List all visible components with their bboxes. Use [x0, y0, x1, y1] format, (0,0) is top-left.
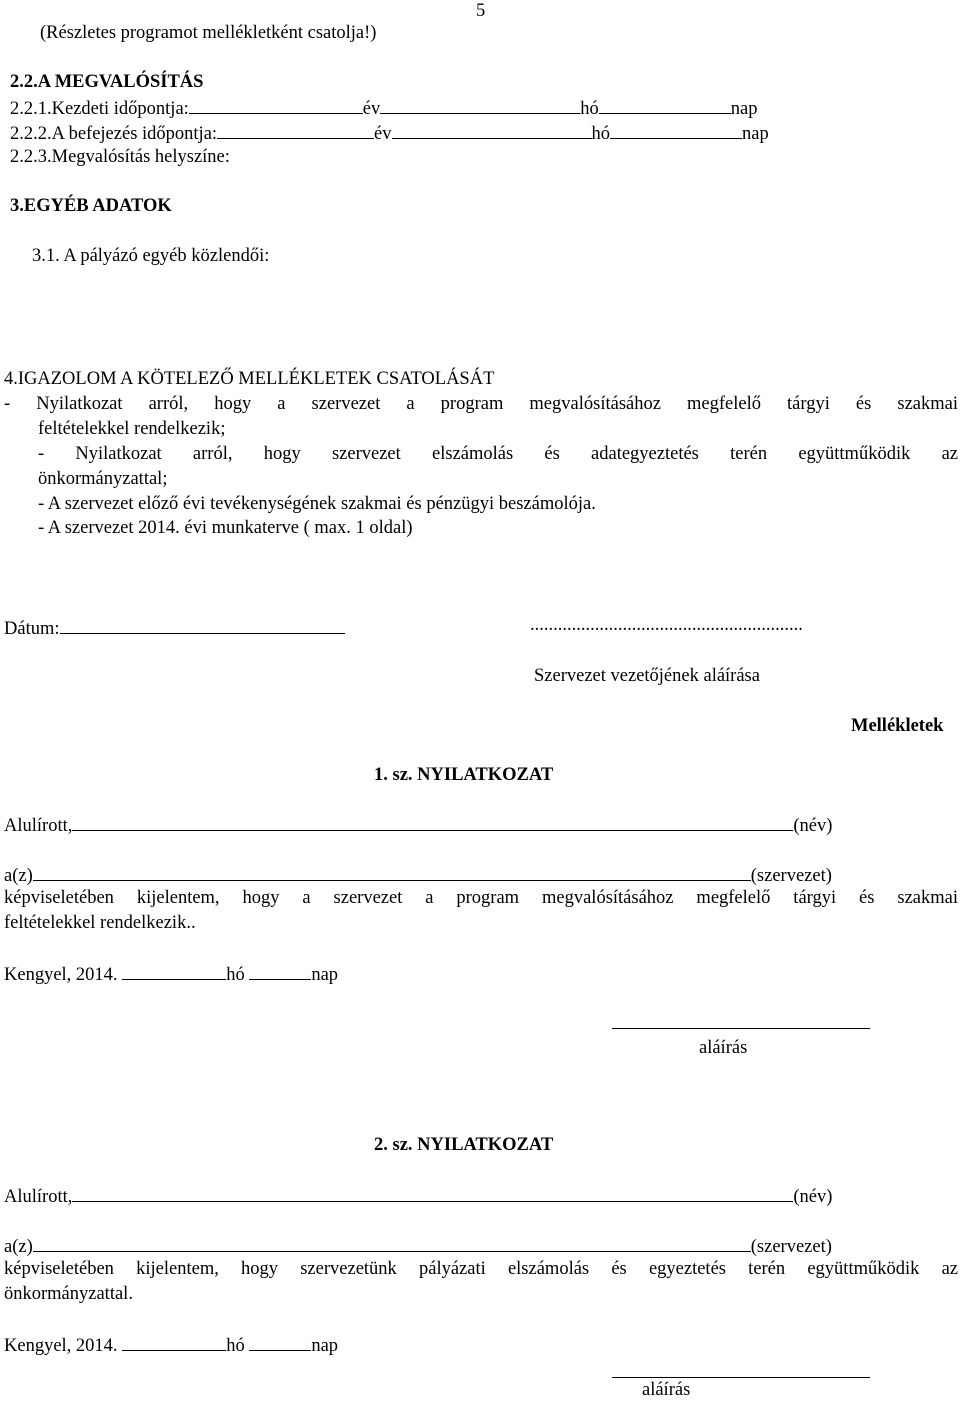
attachment-item-2-line-1: - Nyilatkozat arról, hogy szervezet elszámolás és adategyeztetés terén együttműködik az [38, 444, 958, 464]
declaration-2-text-line-2: önkormányzattal. [4, 1284, 133, 1304]
declaration-2-signature-label: aláírás [642, 1380, 691, 1400]
attachment-item-2-line-2: önkormányzattal; [38, 469, 168, 489]
start-month-blank[interactable] [380, 96, 580, 114]
page-number: 5 [476, 1, 486, 21]
declaration-1-signature-label: aláírás [699, 1038, 748, 1058]
declaration-1-month-label: hó [226, 965, 245, 985]
end-date-label: 2.2.2.A befejezés időpontja: [10, 124, 218, 144]
declaration-2-day-blank[interactable] [249, 1333, 311, 1351]
declaration-1-org-blank[interactable] [33, 863, 751, 881]
declaration-2-org-prefix: a(z) [4, 1237, 33, 1257]
declaration-2-org-blank[interactable] [33, 1234, 751, 1252]
end-year-label: év [374, 124, 392, 144]
end-date-row [10, 121, 769, 145]
end-month-label: hó [591, 124, 611, 144]
date-label: Dátum: [4, 619, 60, 639]
leader-signature-caption: Szervezet vezetőjének aláírása [534, 666, 760, 686]
declaration-1-org-label: (szervezet) [750, 866, 832, 886]
declaration-1-day-blank[interactable] [249, 962, 311, 980]
start-year-blank[interactable] [189, 96, 363, 114]
declaration-1-undersigned: Alulírott, [4, 816, 73, 836]
section-4-title: 4.IGAZOLOM A KÖTELEZŐ MELLÉKLETEK CSATOLÁSÁT [4, 369, 495, 389]
appendix-heading: Mellékletek [851, 716, 944, 736]
start-day-label: nap [730, 99, 758, 119]
declaration-1-month-blank[interactable] [122, 962, 226, 980]
declaration-2-place-date-row [4, 1333, 338, 1357]
declaration-2-name-blank[interactable] [72, 1184, 793, 1202]
declaration-2-text-line-1: képviseletében kijelentem, hogy szervezetünk pályázati elszámolás és egyeztetés terén együttműködik az [4, 1259, 958, 1279]
end-day-label: nap [742, 124, 769, 144]
declaration-1-name-row [4, 813, 832, 837]
declaration-1-text-line-1: képviseletében kijelentem, hogy a szervezet a program megvalósításához megfelelő tárgyi és szakmai [4, 888, 958, 908]
declaration-2-undersigned: Alulírott, [4, 1187, 73, 1207]
location-label: 2.2.3.Megvalósítás helyszíne: [10, 147, 230, 167]
section-3-title: 3.EGYÉB ADATOK [10, 196, 172, 216]
intro-note: (Részletes programot mellékletként csatolja!) [40, 23, 377, 43]
declaration-1-place-date-row [4, 962, 338, 986]
declaration-1-signature-line[interactable] [612, 1028, 870, 1029]
start-date-row [10, 96, 757, 120]
start-month-label: hó [580, 99, 599, 119]
end-month-blank[interactable] [392, 121, 592, 139]
attachment-item-1-line-1: - Nyilatkozat arról, hogy a szervezet a program megvalósításához megfelelő tárgyi és szakmai [4, 394, 958, 414]
declaration-2-day-label: nap [311, 1336, 339, 1356]
declaration-1-name-label: (név) [793, 816, 833, 836]
start-day-blank[interactable] [599, 96, 731, 114]
declaration-1-day-label: nap [311, 965, 339, 985]
declaration-2-month-label: hó [226, 1336, 245, 1356]
date-row [4, 616, 345, 640]
date-blank[interactable] [60, 616, 345, 634]
declaration-2-name-label: (név) [793, 1187, 833, 1207]
end-day-blank[interactable] [610, 121, 742, 139]
declaration-2-signature-line[interactable] [612, 1377, 870, 1378]
start-year-label: év [362, 99, 381, 119]
attachment-item-3: - A szervezet előző évi tevékenységének szakmai és pénzügyi beszámolója. [38, 494, 596, 514]
declaration-2-org-label: (szervezet) [750, 1237, 832, 1257]
declaration-1-org-prefix: a(z) [4, 866, 33, 886]
declaration-1-org-row [4, 863, 832, 887]
section-2-2-title: 2.2.A MEGVALÓSÍTÁS [10, 72, 204, 92]
end-year-blank[interactable] [217, 121, 374, 139]
attachment-item-4: - A szervezet 2014. évi munkaterve ( max. 1 oldal) [38, 518, 413, 538]
section-3-1-label: 3.1. A pályázó egyéb közlendői: [32, 246, 270, 266]
declaration-2-name-row [4, 1184, 832, 1208]
start-date-label: 2.2.1.Kezdeti időpontja: [10, 99, 189, 119]
declaration-2-place-date: Kengyel, 2014. [4, 1336, 118, 1356]
declaration-2-org-row [4, 1234, 832, 1258]
declaration-1-place-date: Kengyel, 2014. [4, 965, 118, 985]
declaration-2-month-blank[interactable] [122, 1333, 226, 1351]
declaration-1-text-line-2: feltételekkel rendelkezik.. [4, 913, 196, 933]
declaration-1-name-blank[interactable] [72, 813, 793, 831]
attachment-item-1-line-2: feltételekkel rendelkezik; [38, 419, 226, 439]
declaration-1-title: 1. sz. NYILATKOZAT [374, 765, 554, 785]
declaration-2-title: 2. sz. NYILATKOZAT [374, 1135, 554, 1155]
signature-dots: ........................................................... [530, 615, 803, 635]
